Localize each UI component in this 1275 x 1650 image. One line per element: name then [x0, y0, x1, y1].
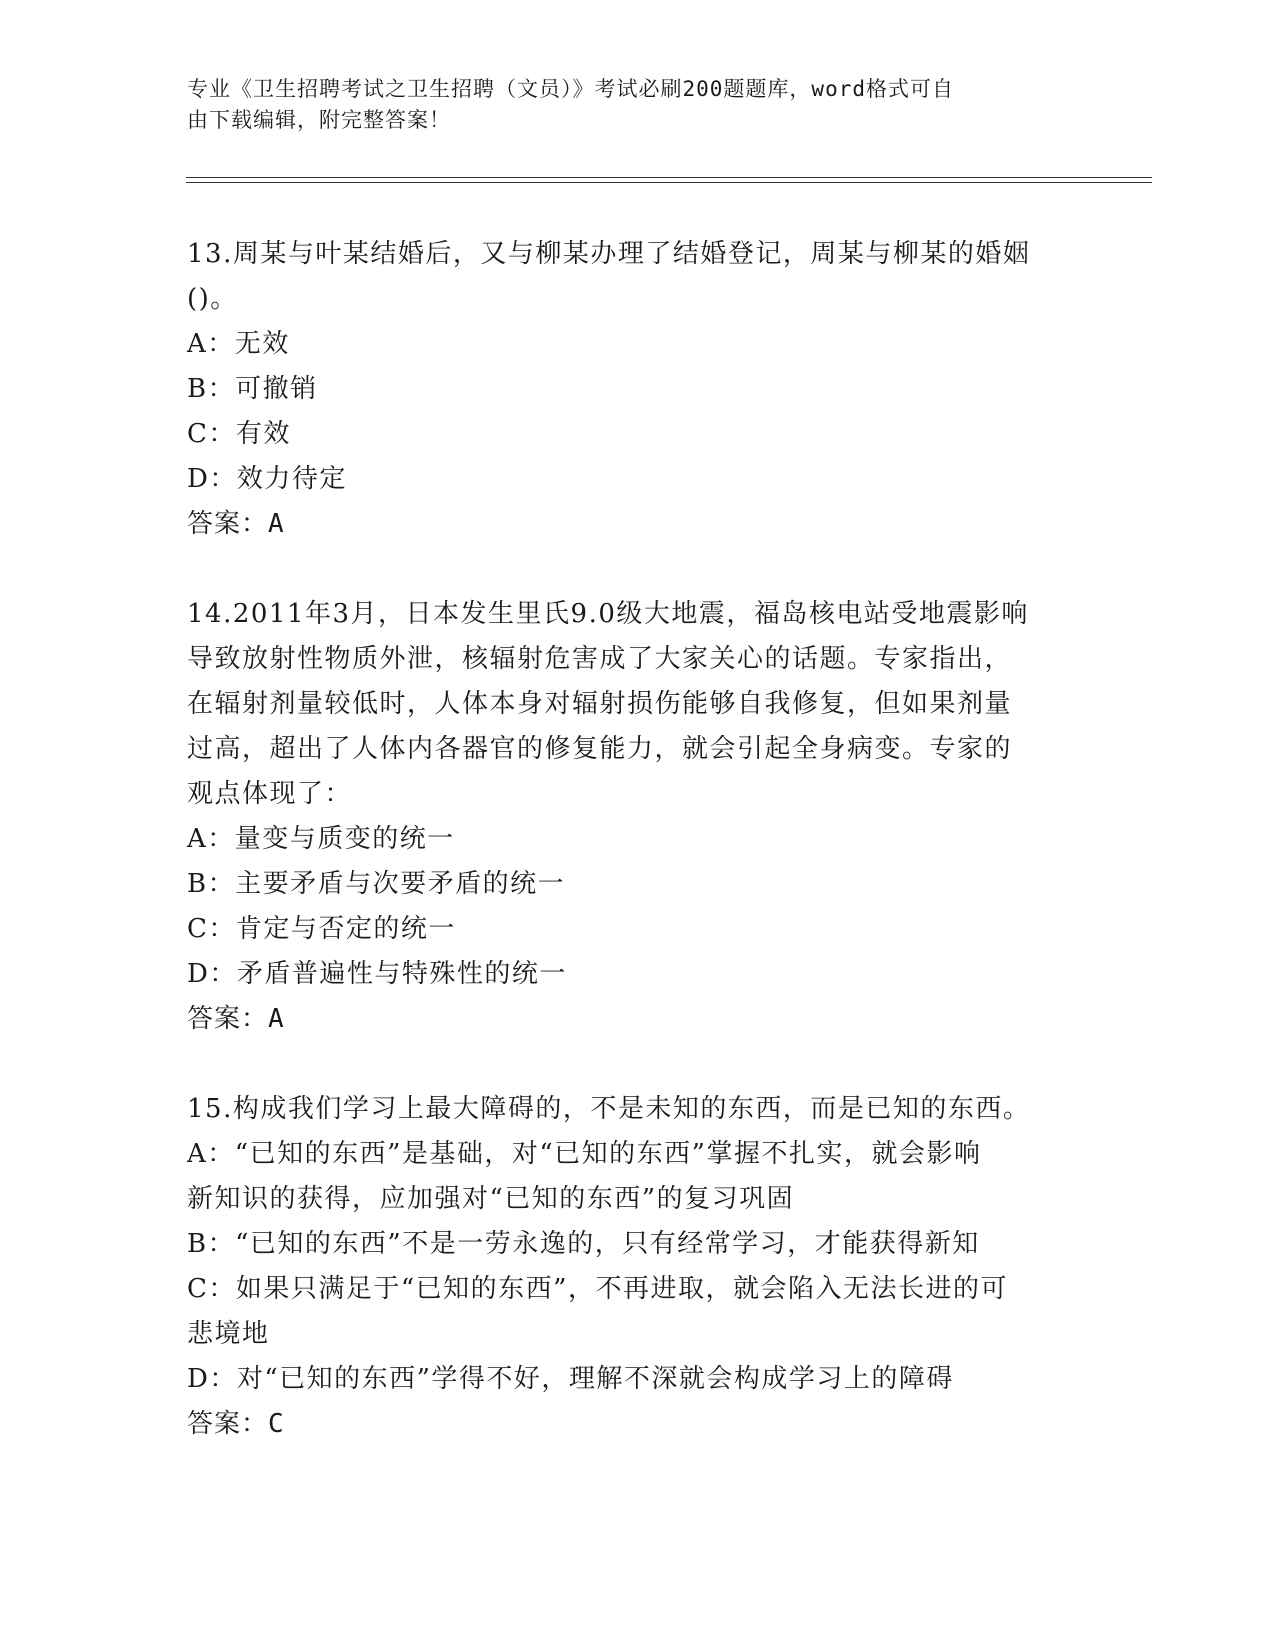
question-stem-line: 13.周某与叶某结婚后，又与柳某办理了结婚登记，周某与柳某的婚姻 [187, 239, 1031, 269]
option-a: A：“已知的东西”是基础，对“已知的东西”掌握不扎实，就会影响 [187, 1139, 982, 1169]
option-b: B：主要矛盾与次要矛盾的统一 [187, 869, 566, 899]
option-a-continued: 新知识的获得，应加强对“已知的东西”的复习巩固 [187, 1184, 795, 1214]
option-d: D：效力待定 [187, 464, 347, 494]
question-stem-line: 过高，超出了人体内各器官的修复能力，就会引起全身病变。专家的 [187, 734, 1013, 764]
option-c-continued: 悲境地 [187, 1319, 270, 1349]
question-13 [187, 232, 1087, 547]
question-stem-line: ()。 [187, 284, 238, 314]
option-a: A：量变与质变的统一 [187, 824, 455, 854]
document-header [187, 74, 1067, 136]
question-spacer [187, 1042, 1087, 1087]
question-stem-line: 在辐射剂量较低时，人体本身对辐射损伤能够自我修复，但如果剂量 [187, 689, 1013, 719]
option-b: B：“已知的东西”不是一劳永逸的，只有经常学习，才能获得新知 [187, 1229, 980, 1259]
question-stem-line: 14.2011年3月，日本发生里氏9.0级大地震，福岛核电站受地震影响 [187, 599, 1029, 629]
option-c: C：肯定与否定的统一 [187, 914, 456, 944]
answer-label: 答案：A [187, 509, 285, 539]
header-divider-top [186, 177, 1152, 178]
header-line-1: 专业《卫生招聘考试之卫生招聘（文员）》考试必刷200题题库，word格式可自 [187, 77, 954, 101]
question-spacer [187, 547, 1087, 592]
option-d: D：矛盾普遍性与特殊性的统一 [187, 959, 567, 989]
question-14 [187, 592, 1087, 1042]
question-stem-line: 导致放射性物质外泄，核辐射危害成了大家关心的话题。专家指出， [187, 644, 1013, 674]
answer-label: 答案：C [187, 1409, 285, 1439]
option-a: A：无效 [187, 329, 290, 359]
header-divider-bottom [186, 182, 1152, 183]
question-stem-line: 观点体现了： [187, 779, 353, 809]
answer-label: 答案：A [187, 1004, 285, 1034]
option-c: C：如果只满足于“已知的东西”，不再进取，就会陷入无法长进的可 [187, 1274, 1008, 1304]
option-d: D：对“已知的东西”学得不好，理解不深就会构成学习上的障碍 [187, 1364, 954, 1394]
option-c: C：有效 [187, 419, 291, 449]
question-stem-line: 15.构成我们学习上最大障碍的，不是未知的东西，而是已知的东西。 [187, 1094, 1031, 1124]
question-15 [187, 1087, 1087, 1447]
header-line-2: 由下载编辑，附完整答案！ [187, 108, 451, 132]
question-list [187, 232, 1087, 1447]
option-b: B：可撤销 [187, 374, 318, 404]
